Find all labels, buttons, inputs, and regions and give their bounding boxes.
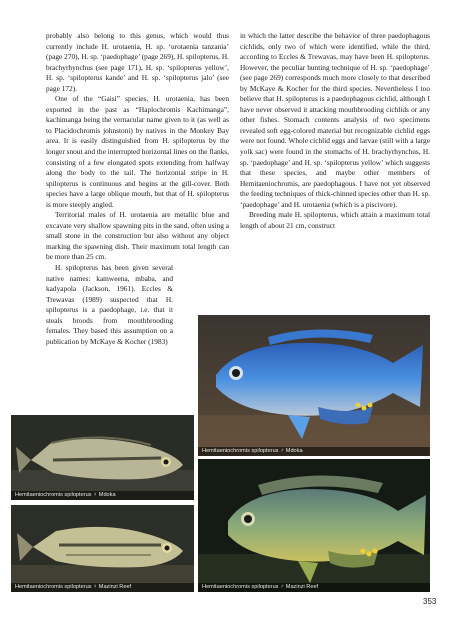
paragraph: One of the “Gaisi” species, H. urotaenia, has been exported in the past as “Haplochromis Kachimanga”, kachimanga being the vernacular name given to it (as well as to Placidochromis johnstoni) by natives in the Monkey Bay area. It is easily distinguished from H. spilopterus by the longer snout and the interrupted horizontal lines on the flanks, consisting of a few elongated spots extending from halfway along the body to the tail. The horizontal stripe in H. spilopterus is continuous and begins at the gill-cover. Both species have a large oblique mouth, but that of H. spilopterus is more steeply angled. bbox=[46, 94, 229, 209]
fish-image bbox=[11, 415, 194, 500]
paragraph: Breeding male H. spilopterus, which attain a maximum total length of about 21 cm, construct bbox=[240, 210, 430, 230]
fish-image bbox=[198, 315, 430, 456]
paragraph: Territorial males of H. urotaenia are metallic blue and excavate very shallow spawning pits in the sand, often using a small stone in the construction but also without any object marking the spawning dish. Their maximum total length can be more than 25 cm. bbox=[46, 210, 229, 262]
photo-caption: Hemitaeniochromis spilopterus ♀ Mazinzi Reef bbox=[11, 583, 194, 592]
photo-caption: Hemitaeniochromis spilopterus ♂ Mazinzi Reef bbox=[198, 583, 430, 592]
page-number: 353 bbox=[423, 597, 437, 606]
paragraph: in which the latter describe the behavior of three paedophagous cichlids, only two of which were identified, while the third, according to Eccles & Trewavas, may have been H. spilopterus. However, the peculiar hunting technique of H. sp. ‘paedophage’ (see page 269) corresponds much more closely to that described by McKaye & Kocher for the third species. Nevertheless I too believe that H. spilopterus is a paedophagous cichlid, although I have never observed it attacking mouthbrooding cichlids or any other fishes. Stomach contents analysis of two specimens revealed soft egg-colored material but recognizable cichlid eggs were not found. Whole cichlid eggs and larvae (still with a large yolk sac) were found in the stomachs of H. brachyrhynchus, H. sp. ‘paedophage’ and H. sp. ‘spilopterus yellow’ which suggests that these species, and maybe other members of Hemitaeniochromis, are paedophagous. I have not yet observed the feeding techniques of thick-chinned species other than H. sp. ‘paedophage’ and H. urotaenia (which is a piscivore). bbox=[240, 31, 430, 209]
paragraph: H. spilopterus has been given several native names: kamweena, mbaba, and kadyapola (Jackson, 1961). Eccles & Trewavas (1989) suspected that H. spilopterus is a paedophage, i.e. that it steals broods from mouthbrooding females. They based this assumption on a publication by McKaye & Kocher (1983) bbox=[46, 263, 173, 346]
paragraph: probably also belong to this genus, which would thus currently include H. urotaenia, H. sp. ‘urotaenia tanzania’ (page 270), H. sp. ‘paedophage’ (page 269), H. spilopterus, H. brachyrhynchus (see page 171), H. sp. ‘spilopterus yellow’, H. sp. ‘spilopterus kande’ and H. sp. ‘spilopterus jalo’ (see page 172). bbox=[46, 31, 229, 93]
fish-image bbox=[11, 505, 194, 592]
photo-female-mdoka bbox=[11, 415, 194, 500]
fish-image bbox=[198, 459, 430, 592]
photo-caption: Hemitaeniochromis spilopterus ♂ Mdoka bbox=[198, 447, 430, 456]
left-text-column bbox=[46, 31, 229, 347]
photo-caption: Hemitaeniochromis spilopterus ♀ Mdoka bbox=[11, 491, 194, 500]
right-text-column bbox=[240, 31, 430, 231]
photo-male-mazinzi bbox=[198, 459, 430, 592]
photo-female-mazinzi bbox=[11, 505, 194, 592]
photo-male-mdoka bbox=[198, 315, 430, 456]
